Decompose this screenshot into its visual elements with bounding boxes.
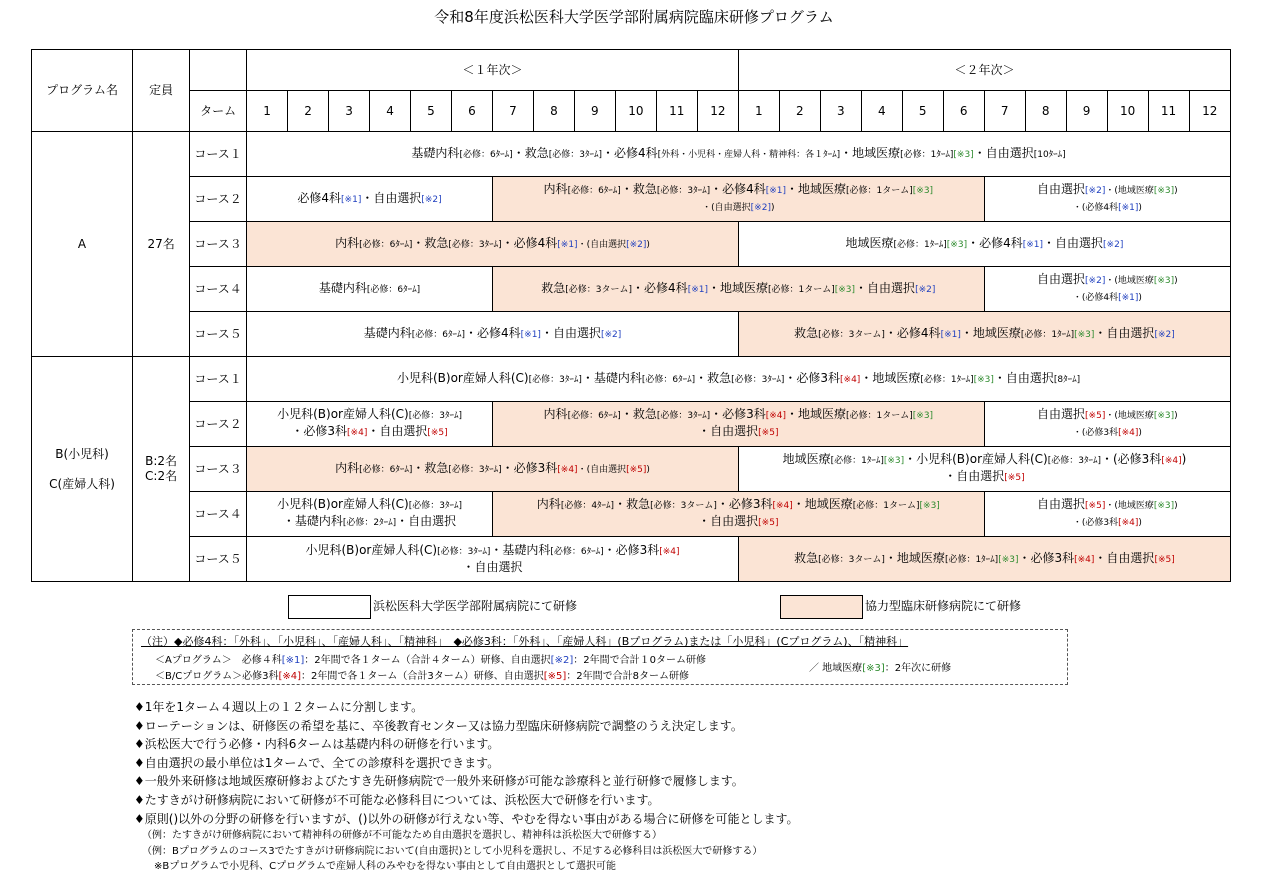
rule-item: ♦原則()以外の分野の研修を行いますが、()以外の研修が行えない等、やむを得ない事由がある場合に研修を可能とします。 <box>134 811 799 826</box>
schedule-cell: 必修4科[※1]・自由選択[※2] <box>247 177 493 222</box>
rule-item: ♦1年を1ターム４週以上の１２タームに分割します。 <box>134 700 424 714</box>
month-header: 9 <box>1066 91 1107 132</box>
program-schedule-table <box>31 49 1231 582</box>
schedule-cell: 小児科(B)or産婦人科(C)[必修：3ﾀｰﾑ]・基礎内科[必修：6ﾀｰﾑ]・必修3科[※4] ・自由選択 <box>247 537 739 582</box>
month-header: 12 <box>1189 91 1230 132</box>
legend-label-partner: 協力型臨床研修病院にて研修 <box>865 599 1022 613</box>
notes-line-program-bc: ＜B/Cプログラム＞必修3科[※4]：2年間で各１ターム（合計3ターム）研修、自由選択[※5]：2年間で合計8ターム研修 <box>155 671 690 682</box>
month-header: 12 <box>697 91 738 132</box>
program-a-name: A <box>32 132 133 357</box>
schedule-cell-partner: 内科[必修：6ﾀｰﾑ]・救急[必修：3ﾀｰﾑ]・必修3科[※4]・(自由選択[※5]) <box>247 447 739 492</box>
schedule-cell-partner: 内科[必修：6ﾀｰﾑ]・救急[必修：3ﾀｰﾑ]・必修4科[※1]・(自由選択[※2]) <box>247 222 739 267</box>
legend-label-university: 浜松医科大学医学部附属病院にて研修 <box>373 599 578 613</box>
schedule-cell: 基礎内科[必修：6ﾀｰﾑ]・救急[必修：3ﾀｰﾑ]・必修4科[外科・小児科・産婦人科・精神科：各１ﾀｰﾑ]・地域医療[必修：1ﾀｰﾑ][※3]・自由選択[10ﾀｰﾑ] <box>247 132 1231 177</box>
schedule-cell: 基礎内科[必修：6ﾀｰﾑ] <box>247 267 493 312</box>
schedule-cell-partner: 救急[必修：3ターム]・地域医療[必修：1ﾀｰﾑ][※3]・必修3科[※4]・自由選択[※5] <box>738 537 1230 582</box>
legend-swatch-partner <box>780 595 863 619</box>
schedule-cell: 自由選択[※2]・(地域医療[※3]) ・(必修4科[※1]) <box>984 267 1230 312</box>
header-year1: ＜１年次＞ <box>247 50 739 91</box>
month-header: 6 <box>451 91 492 132</box>
schedule-cell-partner: 救急[必修：3ターム]・必修4科[※1]・地域医療[必修：1ﾀｰﾑ][※3]・自由選択[※2] <box>738 312 1230 357</box>
month-header: 6 <box>943 91 984 132</box>
program-bc-capacity: B:2名 C:2名 <box>133 357 190 582</box>
header-capacity: 定員 <box>133 50 190 132</box>
month-header: 1 <box>247 91 288 132</box>
month-header: 10 <box>1107 91 1148 132</box>
legend-swatch-university <box>288 595 371 619</box>
month-header: 11 <box>1148 91 1189 132</box>
header-program-name: プログラム名 <box>32 50 133 132</box>
month-header: 7 <box>492 91 533 132</box>
schedule-cell: 小児科(B)or産婦人科(C)[必修：3ﾀｰﾑ]・基礎内科[必修：6ﾀｰﾑ]・救急[必修：3ﾀｰﾑ]・必修3科[※4]・地域医療[必修：1ﾀｰﾑ][※3]・自由選択[8ﾀｰﾑ] <box>247 357 1231 402</box>
month-header: 5 <box>411 91 452 132</box>
rule-item: ♦たすきがけ研修病院において研修が不可能な必修科目については、浜松医大で研修を行います。 <box>134 792 660 807</box>
header-term: ターム <box>190 91 247 132</box>
rules-list <box>134 698 799 875</box>
month-header: 9 <box>574 91 615 132</box>
course-label: コース１ <box>190 132 247 177</box>
schedule-cell-partner: 内科[必修：4ﾀｰﾑ]・救急[必修：3ターム]・必修3科[※4]・地域医療[必修：1ターム][※3] ・自由選択[※5] <box>492 492 984 537</box>
rule-item: ♦ローテーションは、研修医の希望を基に、卒後教育センター又は協力型臨床研修病院で調整のうえ決定します。 <box>134 718 743 733</box>
month-header: 10 <box>615 91 656 132</box>
example-item: ※Bプログラムで小児科、Cプログラムで産婦人科のみやむを得ない事由として自由選択として選択可能 <box>154 861 617 873</box>
course-label: コース５ <box>190 537 247 582</box>
schedule-cell: 小児科(B)or産婦人科(C)[必修：3ﾀｰﾑ] ・基礎内科[必修：2ﾀｰﾑ]・自由選択 <box>247 492 493 537</box>
month-header: 8 <box>533 91 574 132</box>
notes-line-community: ／ 地域医療[※3]：2年次に研修 <box>809 663 952 674</box>
month-header: 8 <box>1025 91 1066 132</box>
month-header: 3 <box>820 91 861 132</box>
month-header: 3 <box>329 91 370 132</box>
schedule-cell: 自由選択[※2]・(地域医療[※3]) ・(必修4科[※1]) <box>984 177 1230 222</box>
schedule-cell-partner: 内科[必修：6ﾀｰﾑ]・救急[必修：3ﾀｰﾑ]・必修4科[※1]・地域医療[必修：1ターム][※3] ・(自由選択[※2]) <box>492 177 984 222</box>
schedule-cell: 地域医療[必修：1ﾀｰﾑ][※3]・必修4科[※1]・自由選択[※2] <box>738 222 1230 267</box>
notes-box <box>132 629 1068 685</box>
example-item: （例：Bプログラムのコース3でたすきがけ研修病院において(自由選択)として小児科を選択し、不足する必修科目は浜松医大で研修する） <box>142 845 763 857</box>
course-label: コース３ <box>190 447 247 492</box>
course-label: コース４ <box>190 267 247 312</box>
header-empty <box>190 50 247 91</box>
schedule-cell: 自由選択[※5]・(地域医療[※3]) ・(必修3科[※4]) <box>984 492 1230 537</box>
rule-item: ♦浜松医大で行う必修・内科6タームは基礎内科の研修を行います。 <box>134 737 500 752</box>
course-label: コース２ <box>190 402 247 447</box>
program-bc-name: B(小児科) C(産婦人科) <box>32 357 133 582</box>
schedule-cell: 基礎内科[必修：6ﾀｰﾑ]・必修4科[※1]・自由選択[※2] <box>247 312 739 357</box>
program-a-capacity: 27名 <box>133 132 190 357</box>
course-label: コース５ <box>190 312 247 357</box>
rule-item: ♦自由選択の最小単位は1タームで、全ての診療科を選択できます。 <box>134 755 500 770</box>
course-label: コース４ <box>190 492 247 537</box>
month-header: 2 <box>779 91 820 132</box>
course-label: コース３ <box>190 222 247 267</box>
schedule-cell: 自由選択[※5]・(地域医療[※3]) ・(必修3科[※4]) <box>984 402 1230 447</box>
month-header: 11 <box>656 91 697 132</box>
page-title: 令和8年度浜松医科大学医学部附属病院臨床研修プログラム <box>434 8 834 26</box>
schedule-cell: 地域医療[必修：1ﾀｰﾑ][※3]・小児科(B)or産婦人科(C)[必修：3ﾀｰﾑ]・(必修3科[※4]) ・自由選択[※5] <box>738 447 1230 492</box>
notes-line-required: （注）◆必修4科：「外科」、「小児科」、「産婦人科」、「精神科」 ◆必修3科：「外科」、「産婦人科」(Bプログラム)または「小児科」(Cプログラム)、「精神科」 <box>141 635 909 648</box>
header-year2: ＜２年次＞ <box>738 50 1230 91</box>
example-item: （例：たすきがけ研修病院において精神科の研修が不可能なため自由選択を選択し、精神科は浜松医大で研修する） <box>142 830 662 842</box>
month-header: 1 <box>738 91 779 132</box>
schedule-cell-partner: 救急[必修：3ターム]・必修4科[※1]・地域医療[必修：1ターム][※3]・自由選択[※2] <box>492 267 984 312</box>
rule-item: ♦一般外来研修は地域医療研修およびたすき先研修病院で一般外来研修が可能な診療科と並行研修で履修します。 <box>134 774 744 789</box>
schedule-cell: 小児科(B)or産婦人科(C)[必修：3ﾀｰﾑ] ・必修3科[※4]・自由選択[※5] <box>247 402 493 447</box>
month-header: 5 <box>902 91 943 132</box>
course-label: コース２ <box>190 177 247 222</box>
month-header: 4 <box>370 91 411 132</box>
month-header: 2 <box>288 91 329 132</box>
notes-line-program-a: ＜Aプログラム＞ 必修４科[※1]：2年間で各１ターム（合計４ターム）研修、自由選択[※2]：2年間で合計１0ターム研修 <box>155 655 706 666</box>
schedule-cell-partner: 内科[必修：6ﾀｰﾑ]・救急[必修：3ﾀｰﾑ]・必修3科[※4]・地域医療[必修：1ターム][※3] ・自由選択[※5] <box>492 402 984 447</box>
course-label: コース１ <box>190 357 247 402</box>
month-header: 4 <box>861 91 902 132</box>
month-header: 7 <box>984 91 1025 132</box>
